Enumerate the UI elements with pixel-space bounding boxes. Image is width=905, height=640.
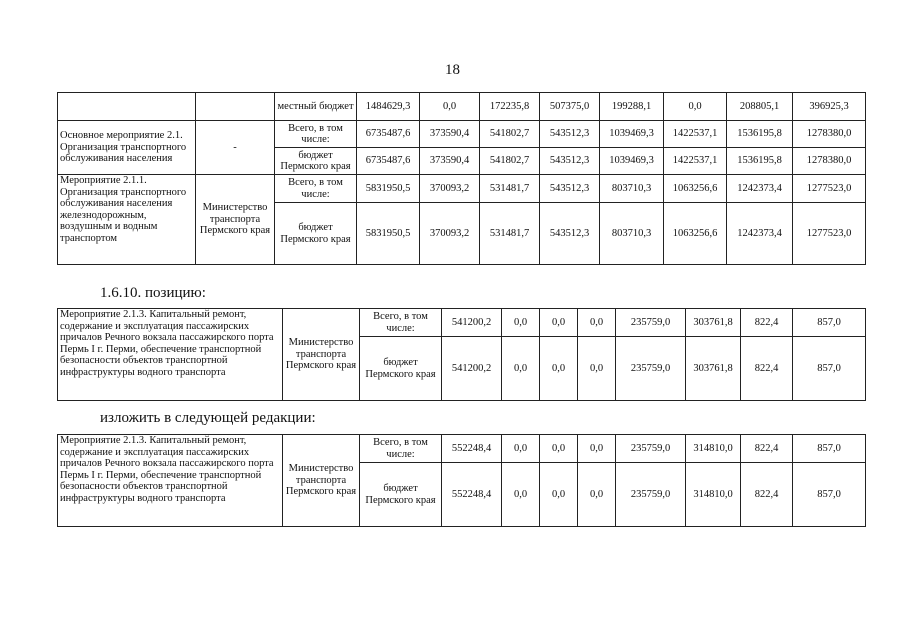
- value-cell: 1536195,8: [727, 148, 793, 175]
- value-cell: 1063256,6: [664, 203, 727, 265]
- value-cell: 507375,0: [540, 93, 600, 121]
- measure-cell: Основное мероприятие 2.1. Организация транспортного обслуживания населения: [58, 121, 196, 175]
- value-cell: 0,0: [420, 93, 480, 121]
- value-cell: 1277523,0: [793, 203, 866, 265]
- value-cell: 0,0: [502, 337, 540, 401]
- value-cell: 1277523,0: [793, 175, 866, 203]
- value-cell: 0,0: [502, 435, 540, 463]
- value-cell: 396925,3: [793, 93, 866, 121]
- value-cell: 822,4: [741, 435, 793, 463]
- value-cell: 235759,0: [616, 309, 686, 337]
- source-cell: местный бюджет: [275, 93, 357, 121]
- value-cell: 531481,7: [480, 175, 540, 203]
- source-cell: Всего, в том числе:: [275, 121, 357, 148]
- value-cell: 541802,7: [480, 121, 540, 148]
- budget-table-new: [57, 434, 866, 527]
- value-cell: 0,0: [578, 463, 616, 527]
- source-cell: Всего, в том числе:: [275, 175, 357, 203]
- value-cell: 543512,3: [540, 175, 600, 203]
- value-cell: 1242373,4: [727, 203, 793, 265]
- value-cell: 543512,3: [540, 148, 600, 175]
- value-cell: 1039469,3: [600, 148, 664, 175]
- value-cell: 857,0: [793, 309, 866, 337]
- value-cell: 822,4: [741, 463, 793, 527]
- value-cell: 1242373,4: [727, 175, 793, 203]
- value-cell: 303761,8: [686, 337, 741, 401]
- measure-cell: Мероприятие 2.1.3. Капитальный ремонт, содержание и эксплуатация пассажирских причалов Речного вокзала пассажирского порта Пермь I г. Перми, обеспечение транспортной безопасности объектов транспортной инфраструктуры водного транспорта: [58, 435, 283, 527]
- value-cell: 541802,7: [480, 148, 540, 175]
- value-cell: 1536195,8: [727, 121, 793, 148]
- value-cell: 0,0: [540, 463, 578, 527]
- source-cell: бюджет Пермского края: [275, 148, 357, 175]
- value-cell: 6735487,6: [357, 121, 420, 148]
- value-cell: 552248,4: [442, 435, 502, 463]
- value-cell: 235759,0: [616, 337, 686, 401]
- value-cell: 1278380,0: [793, 121, 866, 148]
- measure-cell: Мероприятие 2.1.3. Капитальный ремонт, содержание и эксплуатация пассажирских причалов Речного вокзала пассажирского порта Пермь I г. Перми, обеспечение транспортной безопасности объектов транспортной инфраструктуры водного транспорта: [58, 309, 283, 401]
- value-cell: 822,4: [741, 337, 793, 401]
- value-cell: 0,0: [578, 337, 616, 401]
- value-cell: 303761,8: [686, 309, 741, 337]
- value-cell: 5831950,5: [357, 203, 420, 265]
- value-cell: 373590,4: [420, 121, 480, 148]
- value-cell: 370093,2: [420, 203, 480, 265]
- budget-table-top: [57, 92, 866, 265]
- executor-cell: Министерство транспорта Пермского края: [283, 435, 360, 527]
- value-cell: 803710,3: [600, 203, 664, 265]
- value-cell: 0,0: [664, 93, 727, 121]
- value-cell: 199288,1: [600, 93, 664, 121]
- value-cell: 822,4: [741, 309, 793, 337]
- value-cell: 531481,7: [480, 203, 540, 265]
- section-heading: изложить в следующей редакции:: [100, 410, 316, 426]
- value-cell: 0,0: [502, 309, 540, 337]
- value-cell: 1063256,6: [664, 175, 727, 203]
- value-cell: 1484629,3: [357, 93, 420, 121]
- value-cell: 373590,4: [420, 148, 480, 175]
- source-cell: Всего, в том числе:: [360, 435, 442, 463]
- value-cell: 543512,3: [540, 203, 600, 265]
- value-cell: 1278380,0: [793, 148, 866, 175]
- value-cell: 6735487,6: [357, 148, 420, 175]
- executor-cell: [196, 93, 275, 121]
- value-cell: 1422537,1: [664, 148, 727, 175]
- value-cell: 0,0: [502, 463, 540, 527]
- executor-cell: -: [196, 121, 275, 175]
- value-cell: 0,0: [540, 309, 578, 337]
- source-cell: бюджет Пермского края: [360, 337, 442, 401]
- executor-cell: Министерство транспорта Пермского края: [196, 175, 275, 265]
- value-cell: 172235,8: [480, 93, 540, 121]
- value-cell: 0,0: [540, 337, 578, 401]
- value-cell: 857,0: [793, 463, 866, 527]
- value-cell: 541200,2: [442, 337, 502, 401]
- value-cell: 314810,0: [686, 435, 741, 463]
- value-cell: 1039469,3: [600, 121, 664, 148]
- value-cell: 0,0: [540, 435, 578, 463]
- source-cell: бюджет Пермского края: [275, 203, 357, 265]
- value-cell: 0,0: [578, 435, 616, 463]
- value-cell: 552248,4: [442, 463, 502, 527]
- measure-cell: Мероприятие 2.1.1. Организация транспортного обслуживания населения железнодорожным, воздушным и водным транспортом: [58, 175, 196, 265]
- value-cell: 543512,3: [540, 121, 600, 148]
- value-cell: 208805,1: [727, 93, 793, 121]
- value-cell: 803710,3: [600, 175, 664, 203]
- value-cell: 0,0: [578, 309, 616, 337]
- executor-cell: Министерство транспорта Пермского края: [283, 309, 360, 401]
- section-heading: 1.6.10. позицию:: [100, 285, 206, 301]
- value-cell: 1422537,1: [664, 121, 727, 148]
- page-number: 18: [445, 62, 460, 78]
- source-cell: бюджет Пермского края: [360, 463, 442, 527]
- value-cell: 314810,0: [686, 463, 741, 527]
- value-cell: 235759,0: [616, 435, 686, 463]
- measure-cell: [58, 93, 196, 121]
- value-cell: 541200,2: [442, 309, 502, 337]
- value-cell: 370093,2: [420, 175, 480, 203]
- budget-table-current: [57, 308, 866, 401]
- value-cell: 857,0: [793, 337, 866, 401]
- value-cell: 5831950,5: [357, 175, 420, 203]
- source-cell: Всего, в том числе:: [360, 309, 442, 337]
- value-cell: 235759,0: [616, 463, 686, 527]
- value-cell: 857,0: [793, 435, 866, 463]
